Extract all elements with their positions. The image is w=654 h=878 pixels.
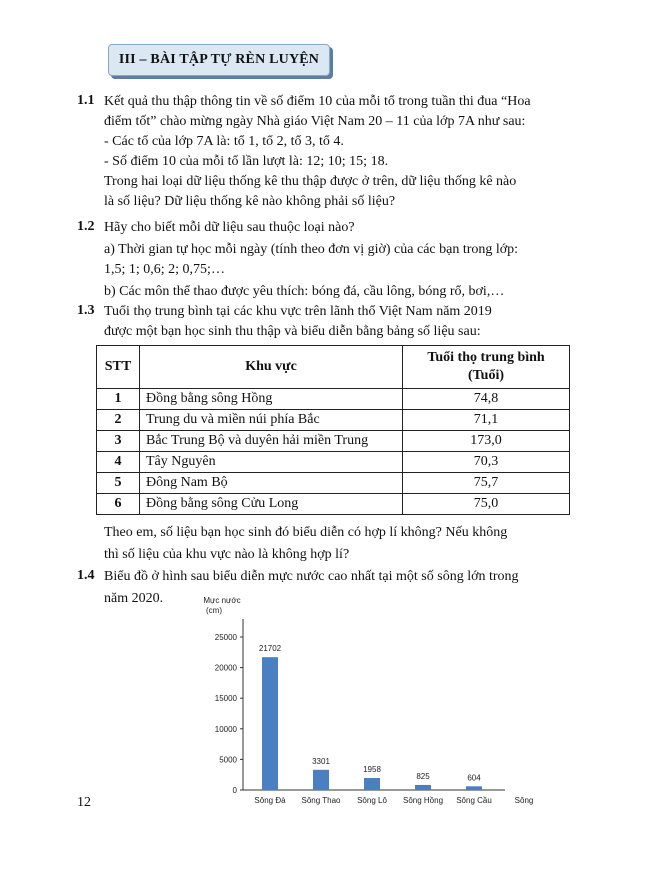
- text-line: a) Thời gian tự học mỗi ngày (tính theo đơn vị giờ) của các bạn trong lớp:: [104, 242, 519, 257]
- y-tick-label: 20000: [214, 663, 237, 673]
- x-tick-label: Sông Thao: [301, 796, 341, 805]
- cell-region: Trung du và miền núi phía Bắc: [140, 410, 403, 431]
- text-line: điểm tốt” chào mừng ngày Nhà giáo Việt Nam 20 – 11 của lớp 7A như sau:: [104, 114, 526, 129]
- cell-stt: 5: [97, 473, 140, 494]
- y-tick-label: 5000: [219, 755, 237, 765]
- cell-region: Tây Nguyên: [140, 452, 403, 473]
- header-stt: STT: [97, 346, 140, 389]
- header-region: Khu vực: [140, 346, 403, 389]
- y-axis-title: Mực nước: [203, 596, 241, 605]
- y-tick-label: 25000: [214, 633, 237, 642]
- cell-value: 71,1: [403, 410, 570, 431]
- x-axis-title: Sông: [514, 796, 534, 805]
- text-line: thì số liệu của khu vực nào là không hợp lí?: [104, 547, 350, 562]
- y-axis-unit: (cm): [206, 606, 222, 615]
- bar: [313, 770, 329, 790]
- bar-data-label: 604: [467, 773, 481, 783]
- chart-plot: [203, 596, 533, 805]
- text-line: Tuổi thọ trung bình tại các khu vực trên lãnh thổ Việt Nam năm 2019: [104, 304, 492, 319]
- cell-value: 75,0: [403, 494, 570, 515]
- cell-value: 173,0: [403, 431, 570, 452]
- x-tick-label: Sông Lô: [357, 796, 387, 805]
- cell-region: Đồng bằng sông Hồng: [140, 389, 403, 410]
- exercise-number: 1.2: [77, 219, 95, 234]
- bar: [415, 785, 431, 790]
- bar: [262, 657, 278, 790]
- text-line: 1,5; 1; 0,6; 2; 0,75;…: [104, 262, 225, 277]
- text-line: Hãy cho biết mỗi dữ liệu sau thuộc loại nào?: [104, 220, 355, 235]
- header-life-expectancy-line2: (Tuổi): [467, 368, 505, 383]
- exercise-number: 1.3: [77, 303, 95, 318]
- x-tick-label: Sông Đà: [254, 796, 286, 805]
- y-tick-label: 0: [232, 786, 237, 795]
- bar-data-label: 21702: [258, 644, 282, 654]
- header-life-expectancy-line1: Tuổi thọ trung bình: [427, 350, 545, 365]
- text-line: năm 2020.: [104, 591, 164, 606]
- cell-region: Bắc Trung Bộ và duyên hải miền Trung: [140, 431, 403, 452]
- y-tick-label: 10000: [214, 724, 237, 734]
- text-line: Biểu đồ ở hình sau biểu diễn mực nước cao nhất tại một số sông lớn trong: [104, 569, 519, 584]
- cell-region: Đồng bằng sông Cửu Long: [140, 494, 403, 515]
- cell-value: 74,8: [403, 389, 570, 410]
- text-line: - Số điểm 10 của mỗi tổ lần lượt là: 12; 10; 15; 18.: [104, 154, 389, 169]
- bar-data-label: 1958: [363, 765, 381, 775]
- text-line: Kết quả thu thập thông tin về số điểm 10 của mỗi tổ trong tuần thi đua “Hoa: [104, 94, 531, 109]
- text-line: Trong hai loại dữ liệu thống kê thu thập được ở trên, dữ liệu thống kê nào: [104, 174, 517, 189]
- text-line: được một bạn học sinh thu thập và biểu diễn bằng bảng số liệu sau:: [104, 324, 481, 339]
- bar-data-label: 3301: [312, 756, 330, 766]
- cell-stt: 2: [97, 410, 140, 431]
- cell-stt: 1: [97, 389, 140, 410]
- cell-value: 70,3: [403, 452, 570, 473]
- exercise-number: 1.4: [77, 568, 95, 583]
- cell-stt: 4: [97, 452, 140, 473]
- text-line: Theo em, số liệu bạn học sinh đó biểu diễn có hợp lí không? Nếu không: [104, 525, 508, 540]
- text-line: - Các tổ của lớp 7A là: tổ 1, tổ 2, tổ 3, tổ 4.: [104, 134, 344, 149]
- exercise-number: 1.1: [77, 93, 95, 108]
- cell-stt: 6: [97, 494, 140, 515]
- cell-value: 75,7: [403, 473, 570, 494]
- bar: [466, 786, 482, 790]
- x-tick-label: Sông Hồng: [402, 796, 444, 805]
- cell-stt: 3: [97, 431, 140, 452]
- text-line: là số liệu? Dữ liệu thống kê nào không phải số liệu?: [104, 194, 396, 209]
- cell-region: Đông Nam Bộ: [140, 473, 403, 494]
- section-title: III – BÀI TẬP TỰ RÈN LUYỆN: [108, 44, 330, 76]
- page-number: 12: [77, 795, 91, 810]
- x-tick-label: Sông Cầu: [456, 796, 492, 805]
- bar-data-label: 825: [416, 771, 430, 781]
- text-line: b) Các môn thể thao được yêu thích: bóng đá, cầu lông, bóng rổ, bơi,…: [104, 284, 505, 299]
- bar: [364, 778, 380, 790]
- y-tick-label: 15000: [214, 694, 237, 704]
